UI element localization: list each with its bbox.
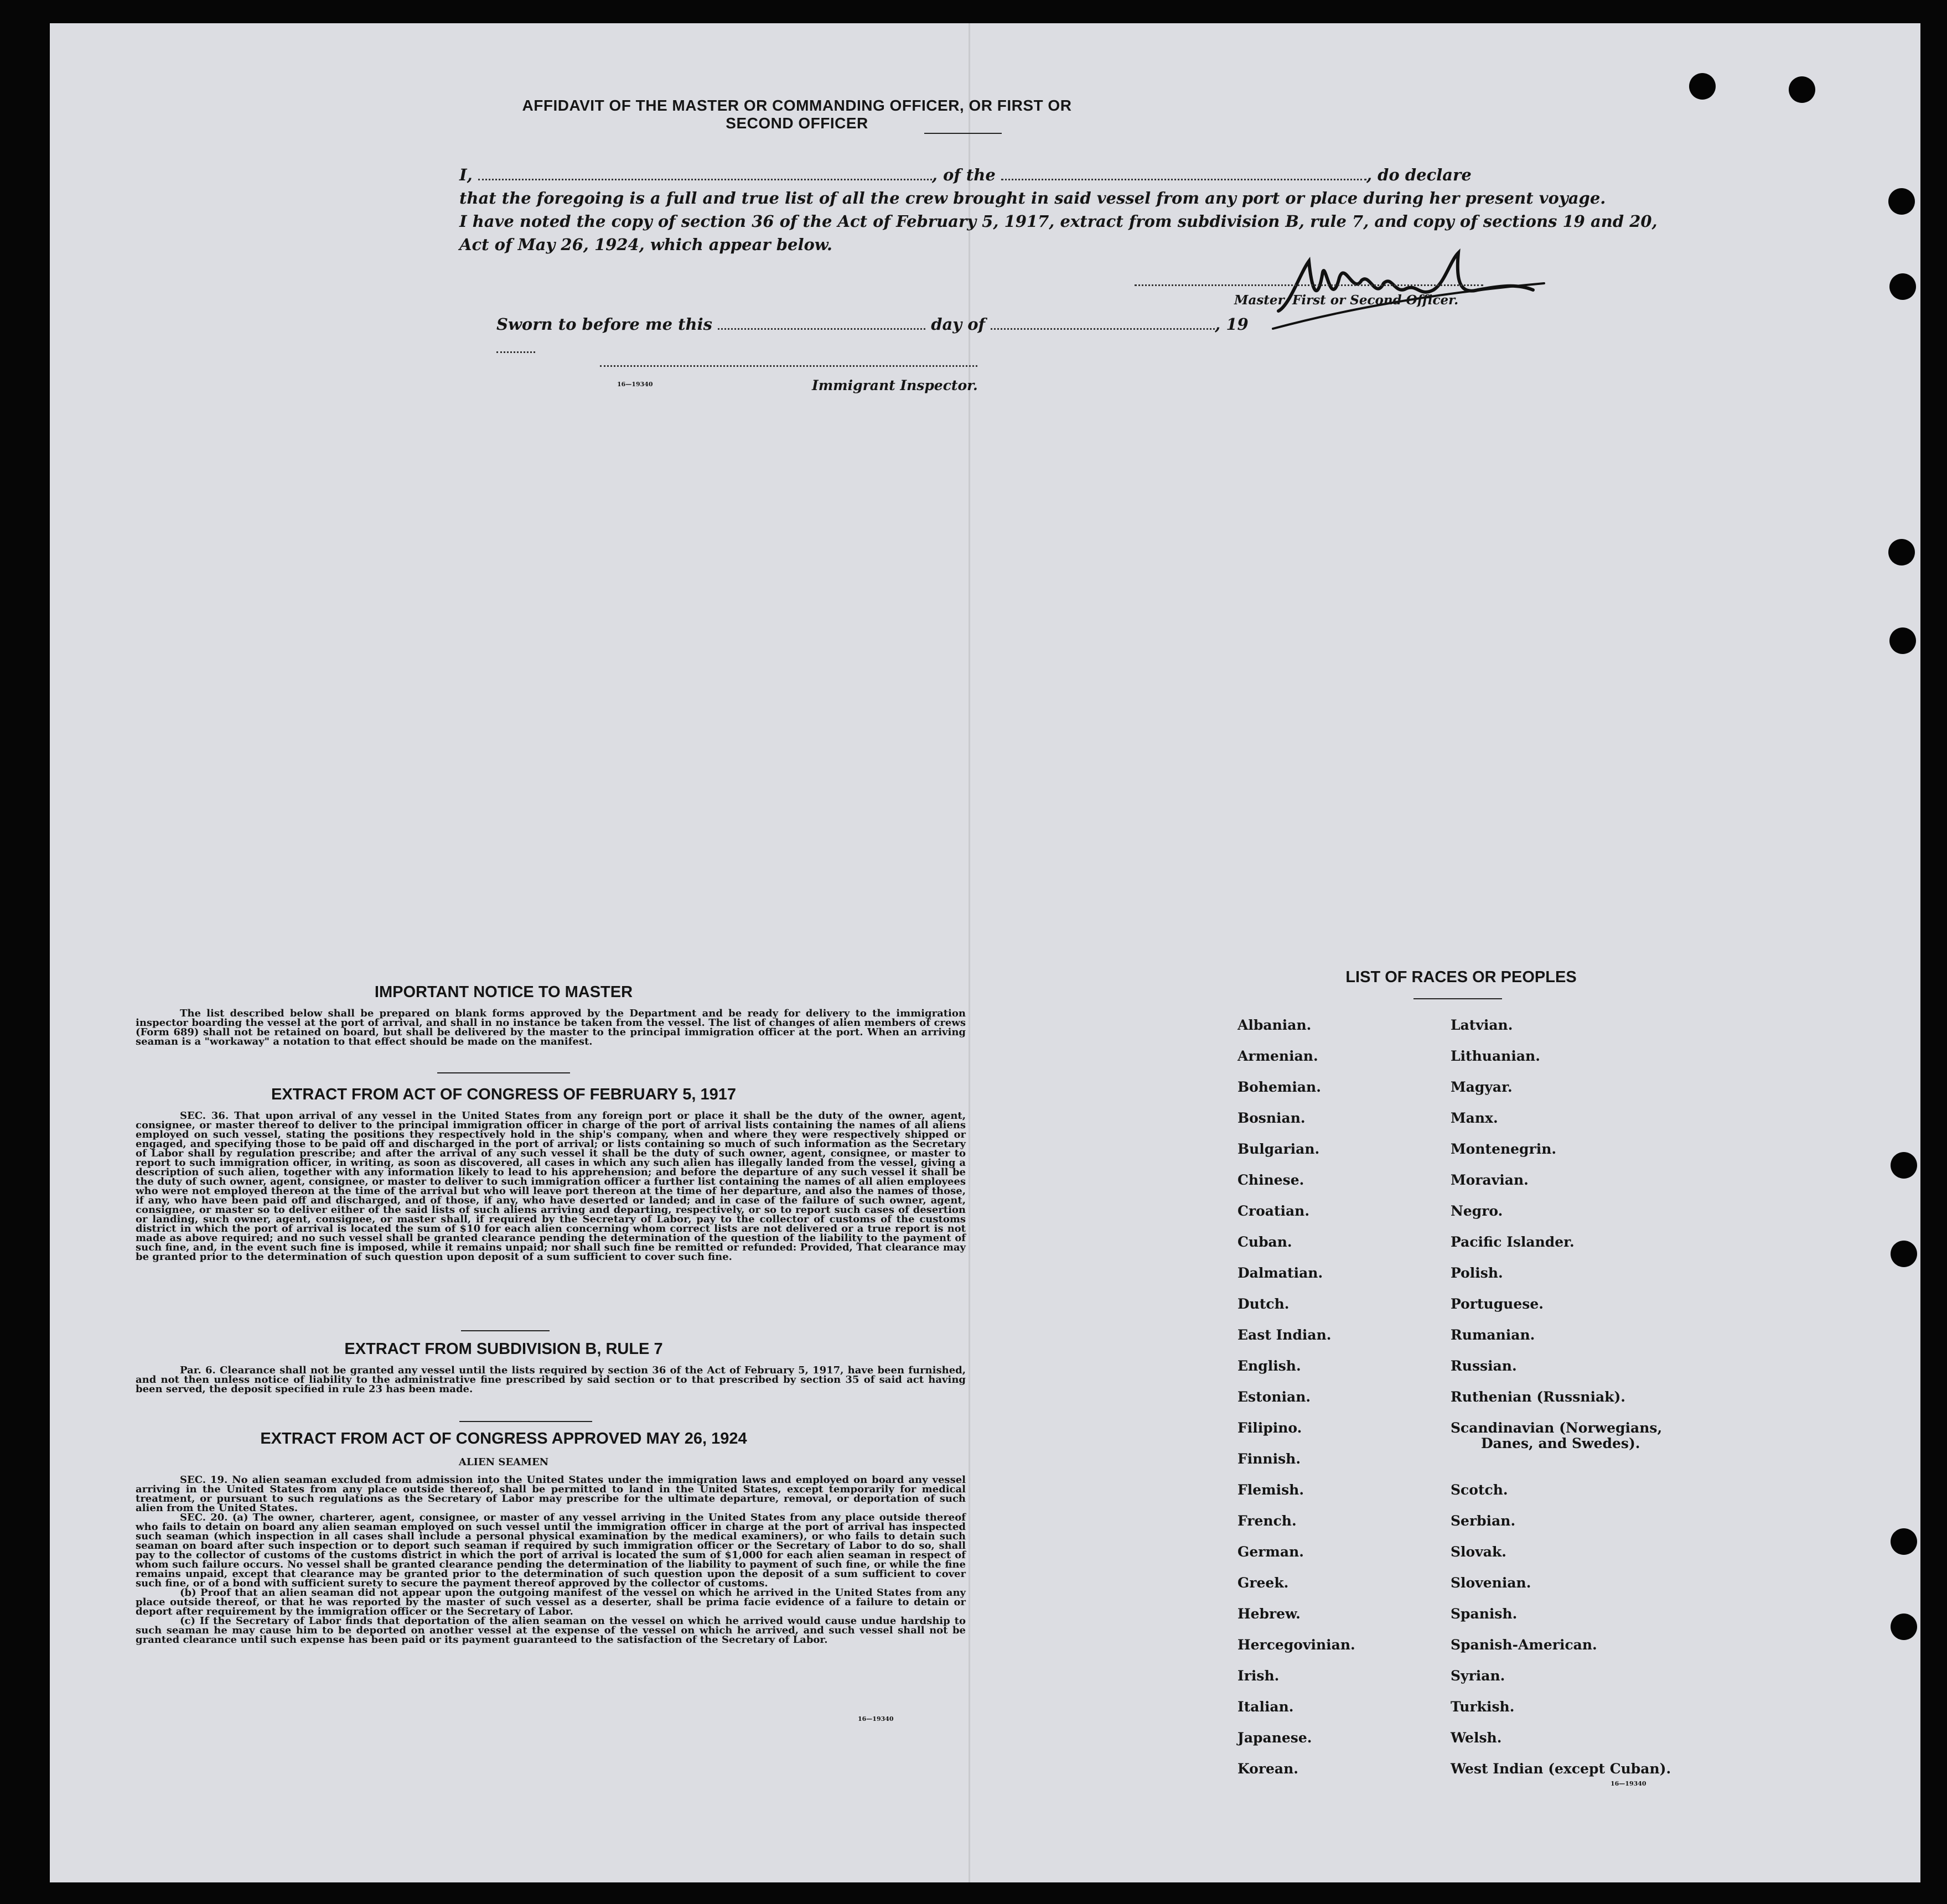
list-item: Dutch.: [1237, 1296, 1290, 1312]
sec-20c: (c) If the Secretary of Labor finds that deportation of the alien seaman on the vessel on which he arrived would cause undue hardship to such seaman he may cause him to be deported on another vessel at the expense of the vessel on which he arrived, and such vessel shall not be granted clearance until such expense has been paid or its payment guaranteed to the satisfaction of the Secretary of Labor.: [136, 1615, 966, 1646]
notice-body: The list described below shall be prepared on blank forms approved by the Department and be ready for delivery to the immigration inspector boarding the vessel at the port of arrival, and shall in no instance be taken from the vessel. The list of changes of alien members of crews (Form 689) shall not be retained on board, but shall be delivered by the master to the principal immigration officer at the port. When an arriving seaman is a "workaway" a notation to that effect should be made on the manifest.: [136, 1008, 966, 1047]
punch-hole: [1889, 273, 1916, 300]
list-item: German.: [1237, 1544, 1304, 1560]
races-title: LIST OF RACES OR PEOPLES: [1345, 968, 1577, 986]
divider: [924, 133, 1002, 134]
list-item: Spanish-American.: [1451, 1637, 1597, 1653]
sworn-prefix: Sworn to before me this: [496, 315, 712, 334]
extract-1917-title: EXTRACT FROM ACT OF CONGRESS OF FEBRUARY 5, 1917: [271, 1086, 737, 1103]
punch-hole: [1891, 1152, 1917, 1179]
extract-1924-subtitle: ALIEN SEAMEN: [458, 1456, 549, 1468]
signature-line: [1135, 284, 1483, 286]
list-item: Flemish.: [1237, 1482, 1304, 1498]
list-item: Cuban.: [1237, 1234, 1292, 1250]
document-sheet: [50, 23, 1920, 1882]
affidavit-line-2: that the foregoing is a full and true list of all the crew brought in said vessel from any port or place during her present voyage.: [459, 189, 1606, 207]
list-item: Pacific Islander.: [1451, 1234, 1575, 1250]
list-item: East Indian.: [1237, 1327, 1332, 1343]
punch-hole: [1888, 539, 1915, 566]
form-number: 16—19340: [858, 1715, 894, 1723]
list-item: Dalmatian.: [1237, 1265, 1323, 1281]
list-item: Chinese.: [1237, 1172, 1304, 1188]
list-item: Armenian.: [1237, 1048, 1318, 1064]
affidavit-i: I,: [459, 165, 473, 184]
affidavit-line-1: [459, 163, 1555, 186]
sworn-day-of: day of: [931, 315, 986, 334]
list-item: English.: [1237, 1358, 1301, 1374]
punch-hole: [1891, 1241, 1917, 1267]
list-item: Greek.: [1237, 1575, 1289, 1591]
list-item: Negro.: [1451, 1203, 1503, 1219]
list-item: French.: [1237, 1513, 1297, 1529]
extract-1917-body: SEC. 36. That upon arrival of any vessel in the United States from any foreign port or place it shall be the duty of the owner, agent, consignee, or master thereof to deliver to the principal immigration officer in charge of the port of arrival lists containing the names of all aliens employed on such vessel, stating the positions they respectively hold in the ship's company, when and where they were respectively shipped or engaged, and specifying those to be paid off and discharged in the port of arrival; or lists containing so much of such information as the Secretary of Labor shall by regulation prescribe; and after the arrival of any such vessel it shall be the duty of such owner, agent, consignee, or master to report to such immigration officer, in writing, as soon as discovered, all cases in which any such alien has illegally landed from the vessel, giving a description of such alien, together with any information likely to lead to his apprehension; and before the departure of any such vessel it shall be the duty of such owner, agent, consignee, or master to deliver to such immigration officer a further list containing the names of all alien employees who were not employed thereon at the time of the arrival but who will leave port thereon at the time of her departure, and also the names of those, if any, who have been paid off and discharged, and of those, if any, who have deserted or landed; and in case of the failure of such owner, agent, consignee, or master so to deliver either of the said lists of such aliens arriving and departing, respectively, or so to report such cases of desertion or landing, such owner, agent, consignee, or master shall, if required by the Secretary of Labor, pay to the collector of customs of the customs district in which the port of arrival is located the sum of $10 for each alien concerning whom correct lists are not delivered or a true report is not made as above required; and no such vessel shall be granted clearance pending the determination of the question of the liability to the payment of such fine, and, in the event such fine is imposed, while it remains unpaid; nor shall such fine be remitted or refunded: Provided, That clearance may be granted prior to the determination of such question upon deposit of a sum sufficient to cover such fine.: [136, 1110, 966, 1263]
list-item: Japanese.: [1237, 1730, 1312, 1746]
affidavit-of-the: , of the: [931, 165, 996, 184]
list-item: Serbian.: [1451, 1513, 1516, 1529]
list-item: Manx.: [1451, 1110, 1498, 1126]
affidavit-do-declare: , do declare: [1366, 165, 1472, 184]
races-list-right: [1451, 1017, 1671, 1792]
divider: [437, 1072, 570, 1073]
form-number: 16—19340: [1611, 1780, 1646, 1787]
list-item: Croatian.: [1237, 1203, 1310, 1219]
sec-20b: (b) Proof that an alien seaman did not appear upon the outgoing manifest of the vessel on which he arrived in the United States from any place outside thereof, or that he was reported by the master of such vessel as a deserter, shall be prima facie evidence of a failure to detain or deport after requirement by the immigration officer or the Secretary of Labor.: [136, 1587, 966, 1617]
list-item: Hebrew.: [1237, 1606, 1301, 1622]
list-item: Scotch.: [1451, 1482, 1508, 1498]
sworn-year: , 19: [1215, 315, 1249, 334]
list-item: Montenegrin.: [1451, 1141, 1557, 1157]
punch-hole: [1888, 188, 1915, 215]
sec-20a: SEC. 20. (a) The owner, charterer, agent, consignee, or master of any vessel arriving in the United States from any place outside thereof who fails to detain on board any alien seaman employed on such vessel until the immigration officer in charge at the port of arrival has inspected such seaman (which inspection in all cases shall include a personal physical examination by the medical examiners), or who fails to detain such seaman on board after such inspection or to deport such seaman if required by such immigration officer or the Secretary of Labor to do so, shall pay to the collector of customs of the customs district in which the port of arrival is located the sum of $1,000 for each alien seaman in respect of whom such failure occurs. No vessel shall be granted clearance pending the determination of the liability to payment of such fine, or while the fine remains unpaid, except that clearance may be granted prior to the determination of such question upon the deposit of a sum sufficient to cover such fine, or of a bond with sufficient surety to secure the payment thereof approved by the collector of customs.: [136, 1512, 966, 1589]
list-item: Bulgarian.: [1237, 1141, 1320, 1157]
list-item: Syrian.: [1451, 1668, 1505, 1684]
list-item: Scandinavian (Norwegians,: [1451, 1420, 1663, 1436]
list-item: Portuguese.: [1451, 1296, 1544, 1312]
list-item: Rumanian.: [1451, 1327, 1535, 1343]
form-number: 16—19340: [617, 381, 653, 388]
list-item: Irish.: [1237, 1668, 1280, 1684]
list-item: Danes, and Swedes).: [1481, 1435, 1640, 1451]
year-blank: [496, 338, 535, 353]
affidavit-line-4: Act of May 26, 1924, which appear below.: [459, 235, 832, 254]
day-blank: [718, 315, 925, 330]
inspector-caption: Immigrant Inspector.: [812, 377, 978, 393]
list-item: Slovenian.: [1451, 1575, 1531, 1591]
list-item: Russian.: [1451, 1358, 1517, 1374]
list-item: Italian.: [1237, 1699, 1294, 1715]
divider: [1413, 998, 1502, 999]
extract-1924-title: EXTRACT FROM ACT OF CONGRESS APPROVED MAY 26, 1924: [260, 1430, 747, 1448]
divider: [461, 1330, 550, 1331]
divider: [459, 1421, 592, 1422]
list-item: Spanish.: [1451, 1606, 1518, 1622]
extract-rule7-title: EXTRACT FROM SUBDIVISION B, RULE 7: [344, 1340, 663, 1358]
list-item: Polish.: [1451, 1265, 1503, 1281]
punch-hole: [1689, 73, 1716, 100]
list-item: West Indian (except Cuban).: [1451, 1761, 1671, 1777]
month-blank: [991, 315, 1215, 330]
list-item: Welsh.: [1451, 1730, 1502, 1746]
extract-1924-body: [136, 1475, 966, 1644]
list-item: Filipino.: [1237, 1420, 1302, 1436]
officer-signature: [1256, 228, 1566, 333]
list-item: Bohemian.: [1237, 1079, 1321, 1095]
list-item: Albanian.: [1237, 1017, 1312, 1033]
extract-rule7-body: Par. 6. Clearance shall not be granted any vessel until the lists required by section 36 of the Act of February 5, 1917, have been furnished, and not then unless notice of liability to the administrative fine prescribed by said section or to that prescribed by section 35 of said act having been served, the deposit specified in rule 23 has been made.: [136, 1365, 966, 1395]
list-item: Lithuanian.: [1451, 1048, 1540, 1064]
list-item: Korean.: [1237, 1761, 1299, 1777]
races-list-left: [1237, 1017, 1355, 1792]
affidavit-title: AFFIDAVIT OF THE MASTER OR COMMANDING OFFICER, OR FIRST OR SECOND OFFICER: [522, 97, 1072, 132]
list-item: Turkish.: [1451, 1699, 1515, 1715]
inspector-signature-line: [600, 365, 977, 367]
punch-hole: [1891, 1614, 1917, 1640]
name-blank: [478, 165, 932, 180]
affidavit-line-3: I have noted the copy of section 36 of the Act of February 5, 1917, extract from subdivision B, rule 7, and copy of sections 19 and 20,: [459, 212, 1658, 231]
sec-19: SEC. 19. No alien seaman excluded from admission into the United States under the immigration laws and employed on board any vessel arriving in the United States from any place outside thereof, shall be permitted to land in the United States, except temporarily for medical treatment, or pursuant to such regulations as the Secretary of Labor may prescribe for the ultimate departure, removal, or deportation of such alien from the United States.: [136, 1474, 966, 1514]
list-item: Hercegovinian.: [1237, 1637, 1355, 1653]
sworn-line: [496, 313, 1271, 359]
list-item: Estonian.: [1237, 1389, 1311, 1405]
notice-title: IMPORTANT NOTICE TO MASTER: [374, 983, 633, 1001]
list-item: Ruthenian (Russniak).: [1451, 1389, 1625, 1405]
punch-hole: [1789, 76, 1815, 103]
page-fold: [969, 23, 970, 1882]
list-item: Latvian.: [1451, 1017, 1513, 1033]
punch-hole: [1891, 1528, 1917, 1555]
list-item: Slovak.: [1451, 1544, 1506, 1560]
punch-hole: [1889, 627, 1916, 654]
list-item: Finnish.: [1237, 1451, 1301, 1467]
vessel-blank: [1001, 165, 1366, 180]
list-item: Magyar.: [1451, 1079, 1513, 1095]
signature-caption: Master, First or Second Officer.: [1234, 293, 1459, 308]
list-item: Bosnian.: [1237, 1110, 1306, 1126]
list-item: Moravian.: [1451, 1172, 1529, 1188]
